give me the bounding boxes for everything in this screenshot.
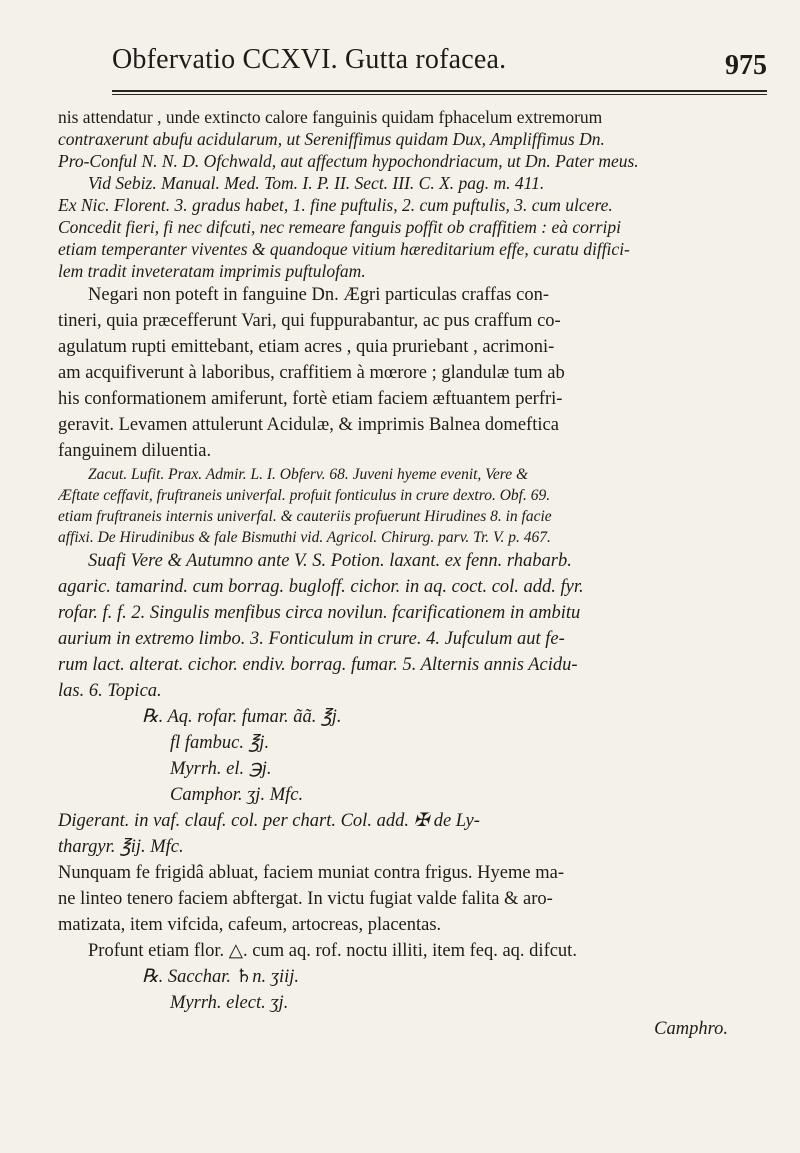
text-line: rofar. f. f. 2. Singulis menfibus circa novilun. fcarificationem in ambitu [58,603,581,623]
text-line: ne linteo tenero faciem abftergat. In victu fugiat valde falita & aro- [58,889,553,909]
text-line: Myrrh. elect. ʒj. [170,993,289,1013]
text-line: geravit. Levamen attulerunt Acidulæ, & imprimis Balnea domeftica [58,415,559,435]
page-header [112,44,767,96]
text-line: tineri, quia præcefferunt Vari, qui fuppurabantur, ac pus craffum co- [58,311,561,331]
text-line: Profunt etiam flor. △. cum aq. rof. noctu illiti, item feq. aq. difcut. [88,941,577,961]
text-line: aurium in extremo limbo. 3. Fonticulum in crure. 4. Jufculum aut fe- [58,629,565,649]
text-line: fanguinem diluentia. [58,441,212,461]
text-line: his conformationem amiferunt, fortè etiam faciem æftuantem perfri- [58,389,563,409]
text-line: Zacut. Lufit. Prax. Admir. L. I. Obferv. 68. Juveni hyeme evenit, Vere & [88,466,529,483]
body-text [58,106,746,1042]
text-line: agulatum rupti emittebant, etiam acres , quia pruriebant , acrimoni- [58,337,555,357]
text-line: etiam temperanter viventes & quandoque vitium hæreditarium effe, curatu diffici- [58,239,630,259]
page-number: 975 [725,50,767,81]
running-title: Obfervatio CCXVI. Gutta rofacea. [112,44,507,75]
text-line: Ex Nic. Florent. 3. gradus habet, 1. fine puftulis, 2. cum puftulis, 3. cum ulcere. [58,195,613,215]
text-line: ℞. Sacchar. ♄n. ʒiij. [142,967,299,987]
header-rule [112,90,767,95]
text-line: Myrrh. el. ℈j. [170,759,272,779]
text-line: contraxerunt abufu acidularum, ut Sereniffimus quidam Dux, Ampliffimus Dn. [58,129,605,149]
text-line: lem tradit inveteratam imprimis puftulofam. [58,261,366,281]
text-line: Camphor. ʒj. Mfc. [170,785,304,805]
text-line: Concedit fieri, fi nec difcuti, nec remeare fanguis poffit ob craffitiem : eà corripi [58,217,621,237]
text-line: matizata, item vifcida, cafeum, artocreas, placentas. [58,915,442,935]
text-line: ℞. Aq. rofar. fumar. ãã. ℥j. [142,707,342,727]
text-line: Camphro. [654,1019,728,1039]
text-line: etiam fruftraneis internis univerfal. & cauteriis profuerunt Hirudines 8. in facie [58,508,552,525]
text-line: am acquifiverunt à laboribus, craffitiem à mœrore ; glandulæ tum ab [58,363,565,383]
text-line: Vid Sebiz. Manual. Med. Tom. I. P. II. Sect. III. C. X. pag. m. 411. [88,173,545,193]
text-line: thargyr. ℥ij. Mfc. [58,837,184,857]
text-line: las. 6. Topica. [58,681,162,701]
text-line: rum lact. alterat. cichor. endiv. borrag. fumar. 5. Alternis annis Acidu- [58,655,578,675]
text-line: Nunquam fe frigidâ abluat, faciem muniat contra frigus. Hyeme ma- [58,863,564,883]
text-line: nis attendatur , unde extincto calore fanguinis quidam fphacelum extremorum [58,107,603,127]
text-line: Æftate ceffavit, fruftraneis univerfal. profuit fonticulus in crure dextro. Obf. 69. [58,487,551,504]
text-line: Negari non poteft in fanguine Dn. Ægri particulas craffas con- [88,285,549,305]
text-line: Pro-Conful N. N. D. Ofchwald, aut affectum hypochondriacum, ut Dn. Pater meus. [58,151,639,171]
text-line: agaric. tamarind. cum borrag. bugloff. cichor. in aq. coct. col. add. fyr. [58,577,584,597]
text-line: fl fambuc. ℥j. [170,733,270,753]
text-line: Digerant. in vaf. clauf. col. per chart. Col. add. ✠ de Ly- [58,811,480,831]
text-line: Suafi Vere & Autumno ante V. S. Potion. laxant. ex fenn. rhabarb. [88,551,572,571]
text-line: affixi. De Hirudinibus & fale Bismuthi vid. Agricol. Chirurg. parv. Tr. V. p. 467. [58,529,551,546]
